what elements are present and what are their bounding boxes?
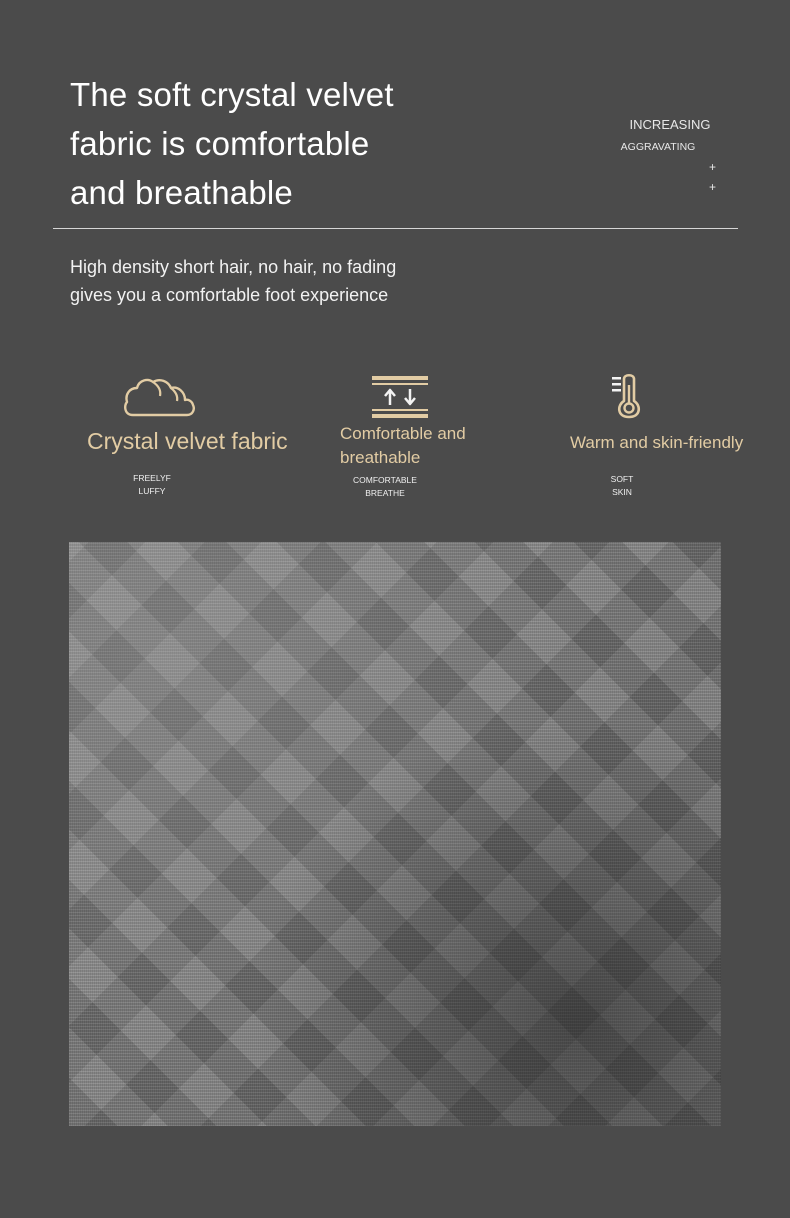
tag-increasing: INCREASING — [629, 117, 711, 132]
headline-line-3: and breathable — [70, 174, 293, 211]
plus-mark-2: + — [709, 180, 717, 194]
fabric-texture-image — [69, 542, 721, 1126]
feature-title-comfortable-line-2: breathable — [340, 448, 421, 467]
thermometer-icon — [610, 373, 646, 419]
description — [70, 253, 490, 309]
description-line-1: High density short hair, no hair, no fading — [70, 257, 397, 277]
breathable-layers-icon — [371, 374, 429, 420]
feature-small-breathe: BREATHE — [365, 488, 405, 498]
feature-small-comfortable: COMFORTABLE — [353, 475, 417, 485]
cloud-icon — [123, 374, 195, 418]
feature-title-warm: Warm and skin-friendly — [570, 433, 744, 452]
feature-small-skin: SKIN — [612, 487, 632, 497]
feature-title-comfortable — [340, 422, 466, 470]
description-line-2: gives you a comfortable foot experience — [70, 285, 389, 305]
headline-line-1: The soft crystal velvet — [70, 76, 394, 113]
feature-small-luffy: LUFFY — [138, 486, 166, 496]
feature-title-comfortable-line-1: Comfortable and — [340, 424, 466, 443]
plus-mark-1: + — [709, 160, 717, 174]
tag-aggravating: AGGRAVATING — [620, 141, 696, 153]
feature-small-soft: SOFT — [610, 474, 634, 484]
headline-line-2: fabric is comfortable — [70, 125, 370, 162]
feature-small-freelyf: FREELYF — [133, 473, 171, 483]
headline — [70, 70, 490, 217]
feature-title-crystal-velvet: Crystal velvet fabric — [87, 428, 288, 454]
divider — [53, 228, 738, 229]
